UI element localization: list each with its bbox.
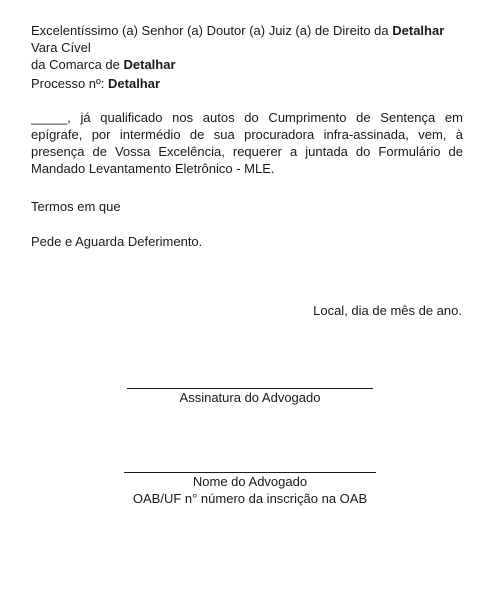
addressee-line-2-prefix: da Comarca de bbox=[31, 57, 124, 72]
process-label: Processo nº: bbox=[31, 76, 109, 91]
process-value: Detalhar bbox=[108, 76, 161, 91]
addressee-comarca: Detalhar bbox=[123, 57, 176, 72]
lawyer-name: Nome do Advogado bbox=[192, 474, 308, 489]
addressee bbox=[31, 22, 463, 73]
body-paragraph: _____, já qualificado nos autos do Cumprimento de Sentença em epígrafe, por intermédio de sua procuradora infra-assinada, vem, à presença de Vossa Excelência, requerer a juntada do Formulário de Mandado Levantamento Eletrônico - MLE. bbox=[31, 110, 463, 176]
addressee-court-number: Detalhar bbox=[392, 23, 445, 38]
addressee-line-1-suffix: Vara Cível bbox=[31, 40, 91, 55]
closing-pede: Pede e Aguarda Deferimento. bbox=[31, 234, 203, 249]
lawyer-signature-block bbox=[0, 388, 500, 406]
addressee-line-2 bbox=[31, 56, 463, 73]
addressee-line-1 bbox=[31, 22, 463, 56]
closing-termos: Termos em que bbox=[31, 199, 121, 214]
process-number bbox=[31, 75, 463, 92]
signature-caption: Assinatura do Advogado bbox=[179, 390, 321, 405]
addressee-line-1-prefix: Excelentíssimo (a) Senhor (a) Doutor (a) Juiz (a) de Direito da bbox=[31, 23, 393, 38]
lawyer-oab: OAB/UF n° número da inscrição na OAB bbox=[132, 491, 368, 506]
lawyer-name-block bbox=[0, 472, 500, 507]
local-date: Local, dia de mês de ano. bbox=[313, 303, 462, 318]
